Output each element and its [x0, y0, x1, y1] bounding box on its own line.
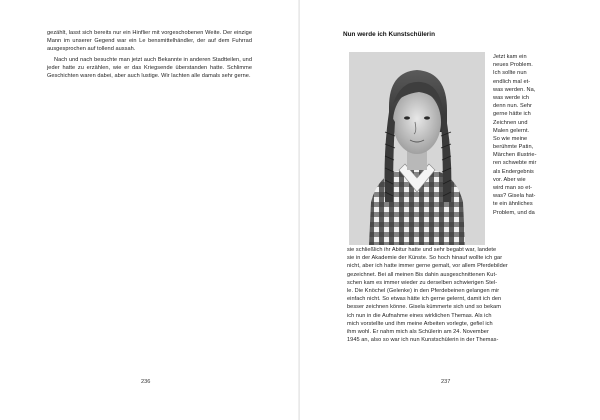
portrait-photo — [349, 52, 485, 245]
text-line: gezeichnet. Bei all meinen Bis dahin ausgeschnittenen Kut- — [347, 271, 497, 278]
text-line: berühmte Patin, — [493, 144, 534, 151]
paragraph: Nach und nach besuchte man jetzt auch Bekannte in anderen Stadtteilen, und jeder hatte zu erzählen, wie er das Kriegsende überstanden hatte. Schlimme Geschichten waren dabei, aber auch lustige. Wir lachten alle damals sehr gerne. — [47, 56, 252, 80]
text-line: besser zeichnen könne. Gisela kümmerte sich und so bekam — [347, 304, 501, 311]
text-line: Jetzt kam ein — [493, 54, 527, 60]
side-column-text — [493, 53, 553, 217]
text-line: was? Gisela hat- — [493, 193, 536, 200]
text-line: als Endergebnis — [493, 168, 534, 175]
text-line: einfach nicht. So etwas hätte ich gerne gelernt, damit ich den — [347, 296, 502, 303]
text-line: le. Die Knöchel (Gelenke) in den Pferdebeinen gelangen mir — [347, 287, 500, 294]
text-line: endlich mal et- — [493, 78, 531, 85]
text-line: ren schwebte mir — [493, 160, 537, 167]
text-line: ich nun in die Aufnahme eines wirklichen Themas. Als ich — [347, 312, 492, 319]
text-line: gerne hätte ich — [493, 111, 531, 118]
left-page-text — [47, 29, 252, 82]
text-line: schen kam es immer wieder zu derselben schwierigen Stel- — [347, 279, 498, 286]
text-line: Malen gelernt. — [493, 127, 530, 134]
text-line: was werden. Na, — [493, 86, 536, 93]
paragraph: gezählt, lasst sich bereits nur ein Hinflier mit vorgeschobenen Weite. Der einzige Mann im unserer Gegend war ein Le bensmittelhändler, der auf dem Fuhrrad ausgesprochen auf tollend aussah. — [47, 30, 252, 53]
page-number: 237 — [441, 379, 451, 385]
text-line: denn nun. Sehr — [493, 103, 532, 110]
text-line: nicht, aber ich hatte immer gerne gemalt, vor allem Pferdebilder — [347, 263, 508, 270]
text-line: ihm wohl. Er nahm mich als Schülerin am 24. November — [347, 328, 489, 335]
text-line: neues Problem. — [493, 62, 533, 69]
chapter-title: Nun werde ich Kunstschülerin — [343, 31, 435, 38]
text-line: Märchen illustrie- — [493, 152, 537, 159]
text-line: So wie meine — [493, 135, 528, 142]
text-line: 1945 an, also so war ich nun Kunstschülerin in der Themas- — [347, 337, 499, 344]
text-line: Ich sollte nun — [493, 70, 527, 77]
text-line: sie schließlich ihr Abitur hatte und sehr begabt war, landete — [347, 247, 497, 253]
text-line: Problem, und da — [493, 209, 535, 216]
page-number: 236 — [141, 379, 151, 385]
body-text — [347, 246, 553, 344]
text-line: mich vorstellte und ihm meine Arbeiten vorlegte, gefiel ich — [347, 320, 493, 327]
text-line: was werde ich — [493, 94, 530, 101]
portrait-illustration — [349, 52, 485, 245]
text-line: wird man so et- — [493, 185, 532, 191]
text-line: sie in der Akademie der Künste. So hoch hinauf wollte ich gar — [347, 255, 503, 262]
text-line: Zeichnen und — [493, 119, 528, 126]
text-line: vor. Aber wie — [493, 176, 526, 183]
text-line: te ein ähnliches — [493, 201, 533, 208]
